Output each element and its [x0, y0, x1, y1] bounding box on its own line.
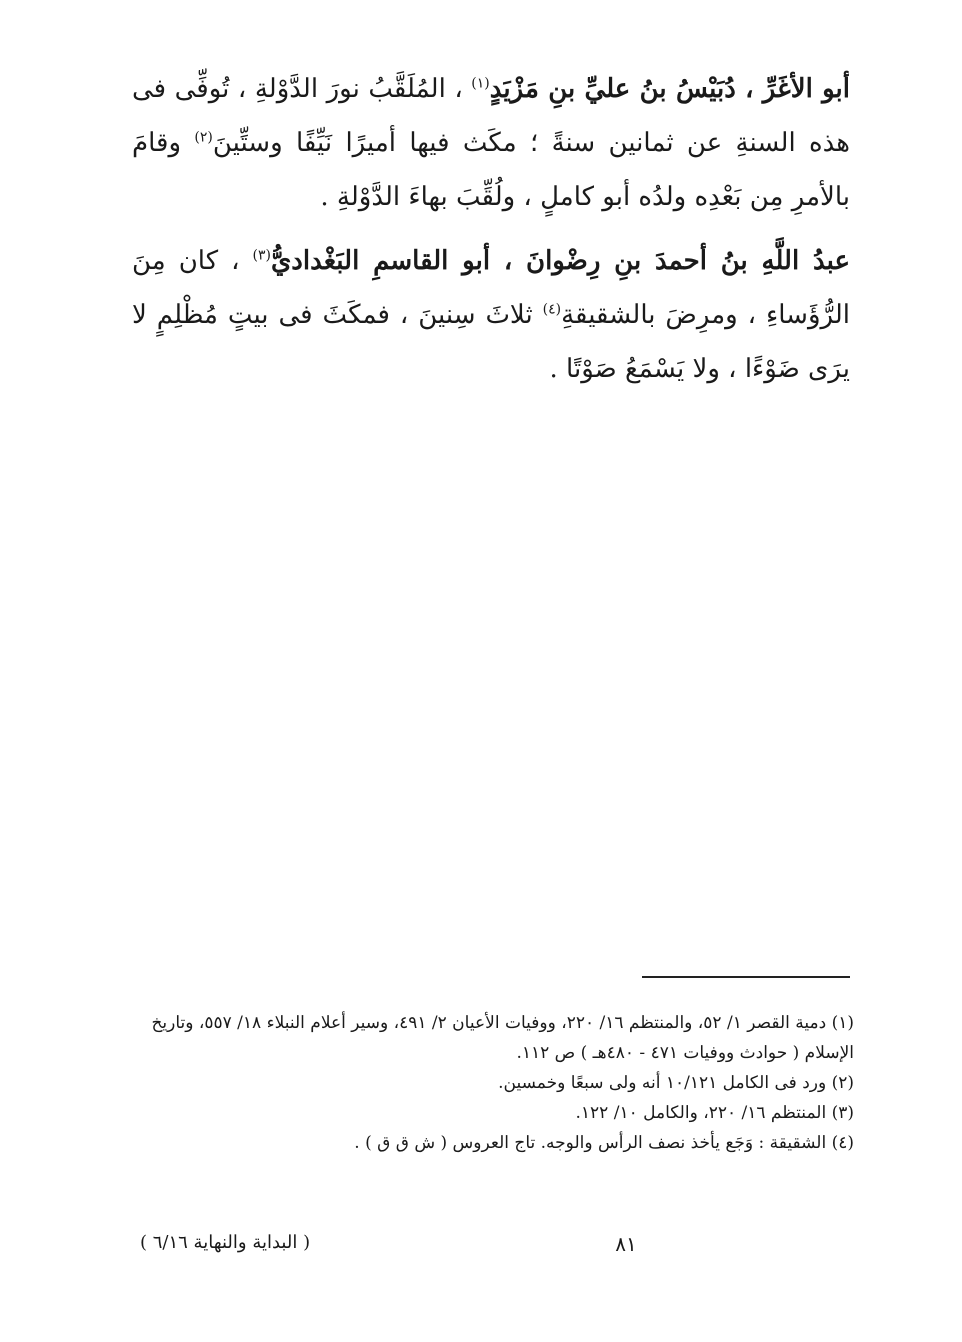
entry-text: ثلاثَ سِنينَ ، فمكَثَ فى بيتٍ مُظْلِمٍ لا يرَى ضَوْءًا ، ولا يَسْمَعُ صَوْتًا . [132, 300, 850, 384]
footnote: (١) دمية القصر ١/ ٥٢، والمنتظم ١٦/ ٢٢٠، ووفيات الأعيان ٢/ ٤٩١، وسير أعلام النبلاء ١٨/ ٥٥٧، وتاريخ الإسلام ( حوادث ووفيات ٤٧١ - ٤٨٠هـ ) ص ١١٢. [151, 1013, 854, 1063]
entry-text: ، المُلَقَّبُ نورَ الدَّوْلةِ ، تُوفِّى فى هذه السنةِ عن ثمانين سنةً ؛ مكَث فيها أميرًا نَيِّفًا وستِّينَ [132, 74, 850, 158]
footnote-ref[interactable]: (٣) [252, 247, 271, 264]
page-number: ٨١ [615, 1232, 637, 1256]
biography-entry [132, 62, 850, 224]
entry-text: ، كان مِنَ الرُّؤَساءِ ، ومرِضَ بالشقيقةِ [132, 246, 850, 330]
running-title: ( البداية والنهاية ٦/١٦ ) [140, 1232, 311, 1253]
person-name: عبدُ اللَّهِ بنُ أحمدَ بنِ رِضْوانَ ، أبو القاسمِ البَغْداديُّ [270, 246, 850, 276]
page-footer [132, 1232, 854, 1262]
footnote-ref[interactable]: (٤) [542, 301, 562, 318]
person-name: أبو الأغَرِّ ، دُبَيْسُ بنُ عليِّ بنِ مَزْيَدٍ [489, 74, 851, 104]
main-text [132, 62, 850, 396]
footnote-ref[interactable]: (١) [471, 75, 490, 92]
footnote: (٣) المنتظم ١٦/ ٢٢٠، والكامل ١٠/ ١٢٢. [575, 1103, 854, 1123]
footnote-ref[interactable]: (٢) [194, 129, 213, 146]
footnote: (٤) الشقيقة : وَجَع يأخذ نصف الرأس والوجه. تاج العروس ( ش ق ق ) . [354, 1133, 854, 1153]
footnote: (٢) ورد فى الكامل ١٠/١٢١ أنه ولى سبعًا وخمسين. [498, 1073, 854, 1093]
biography-entry [132, 234, 850, 396]
footnotes [132, 1008, 854, 1158]
entry-text: وقامَ بالأمرِ مِن بَعْدِه ولدُه أبو كاملٍ ، ولُقِّبَ بهاءَ الدَّوْلةِ . [132, 128, 850, 212]
footnote-separator [642, 976, 850, 978]
